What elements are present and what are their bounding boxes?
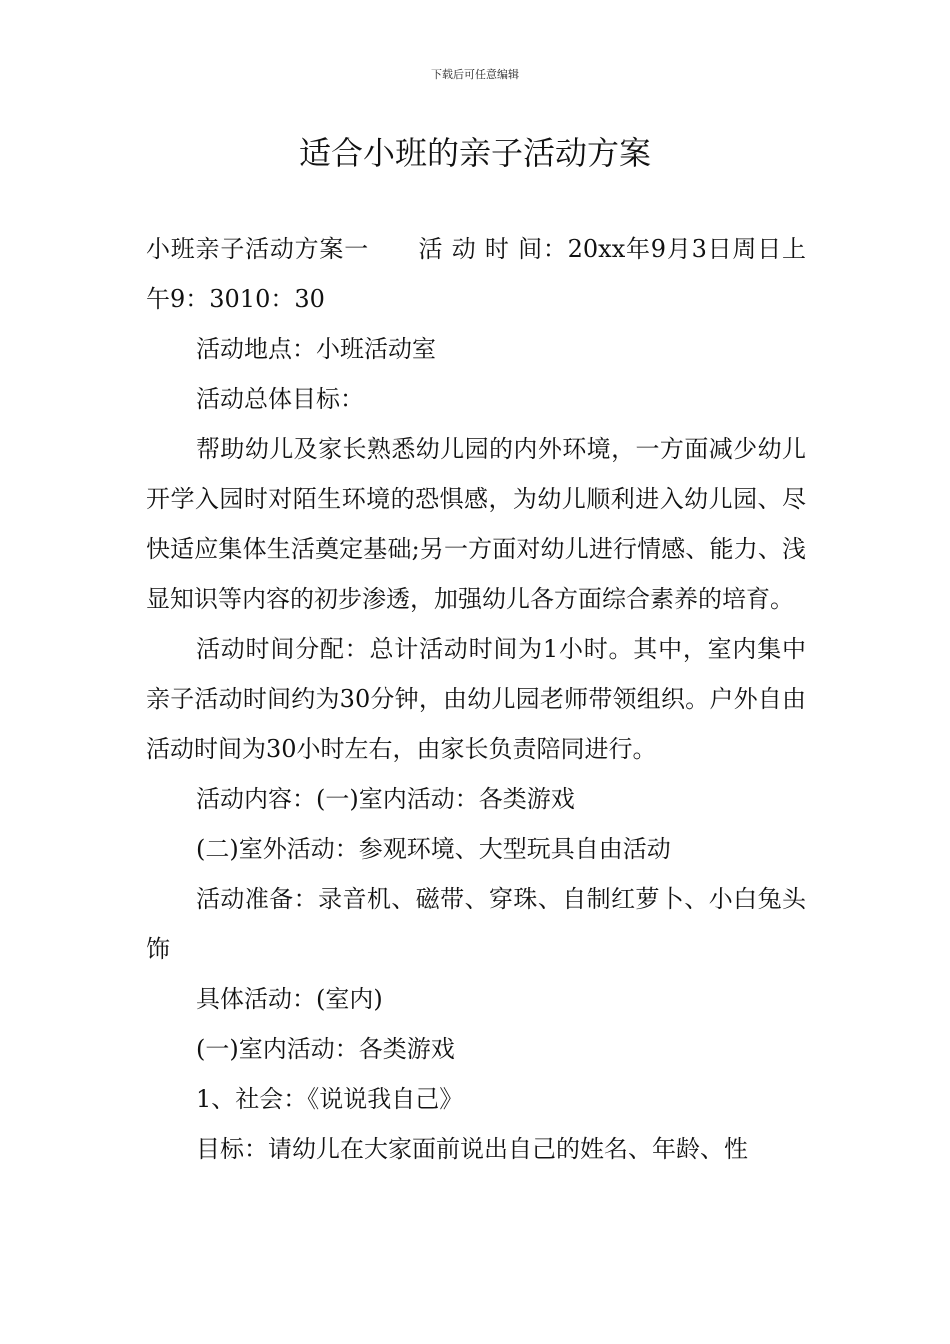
paragraph-location: 活动地点：小班活动室 — [196, 335, 436, 363]
paragraph-time-allocation: 活动时间分配：总计活动时间为1小时。其中，室内集中亲子活动时间约为30分钟，由幼儿园老师带领组织。户外自由活动时间为30小时左右，由家长负责陪同进行。 — [146, 635, 806, 763]
paragraph-outdoor: (二)室外活动：参观环境、大型玩具自由活动 — [196, 835, 671, 863]
paragraph-goal-text: 帮助幼儿及家长熟悉幼儿园的内外环境，一方面减少幼儿开学入园时对陌生环境的恐惧感，为幼儿顺利进入幼儿园、尽快适应集体生活奠定基础;另一方面对幼儿进行情感、能力、浅显知识等内容的初步渗透，加强幼儿各方面综合素养的培育。 — [146, 435, 806, 613]
paragraph-preparation: 活动准备：录音机、磁带、穿珠、自制红萝卜、小白兔头饰 — [146, 885, 806, 963]
paragraph-objective: 目标：请幼儿在大家面前说出自己的姓名、年龄、性 — [196, 1135, 748, 1163]
document-title: 适合小班的亲子活动方案 — [298, 134, 651, 172]
paragraph-indoor-games: (一)室内活动：各类游戏 — [196, 1035, 455, 1063]
page-header-note: 下载后可任意编辑 — [431, 68, 519, 81]
paragraph-social: 1、社会：《说说我自己》 — [196, 1085, 464, 1113]
document-body — [146, 224, 806, 1174]
paragraph-content: 活动内容：(一)室内活动：各类游戏 — [196, 785, 575, 813]
paragraph-specific-activity: 具体活动：(室内) — [196, 985, 383, 1013]
paragraph-goal-heading: 活动总体目标： — [196, 385, 364, 413]
paragraph-intro-time: 小班亲子活动方案一 活 动 时 间：20xx年9月3日周日上午9：3010：30 — [146, 235, 806, 313]
